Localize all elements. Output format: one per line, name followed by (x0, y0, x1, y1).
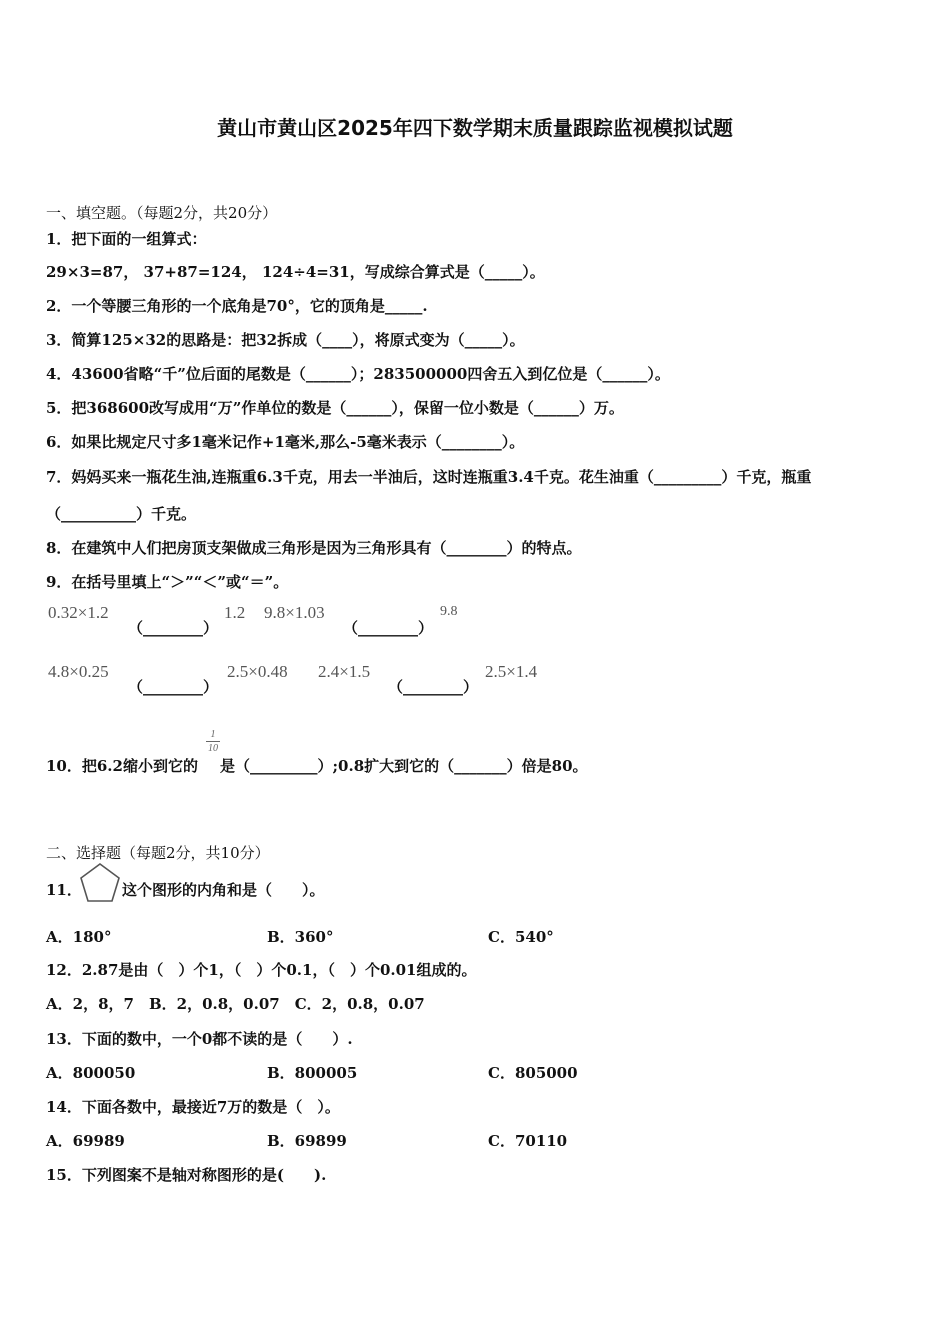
q12-options[interactable]: A．2，8，7 B．2，0.8，0.07 C．2，0.8，0.07 (46, 995, 425, 1013)
q9-a-blank[interactable]: （________） (128, 619, 219, 637)
page-title: 黄山市黄山区2025年四下数学期末质量跟踪监视模拟试题 (217, 116, 733, 140)
question-1-expressions: 29×3=87， 37+87=124， 124÷4=31，写成综合算式是（_____）。 (46, 263, 545, 281)
q9-b-left: 9.8×1.03 (264, 603, 325, 622)
question-7-continued: （__________）千克。 (46, 505, 197, 523)
question-2: 2．一个等腰三角形的一个底角是70°，它的顶角是_____. (46, 297, 428, 315)
q9-c-blank[interactable]: （________） (128, 678, 219, 696)
q11-option-c[interactable]: C．540° (488, 928, 554, 946)
fraction-numerator: 1 (210, 729, 216, 740)
q9-d-blank[interactable]: （________） (388, 678, 479, 696)
question-7: 7．妈妈买来一瓶花生油,连瓶重6.3千克，用去一半油后，这时连瓶重3.4千克。花生油重（_________）千克，瓶重 (46, 468, 812, 486)
section2-heading: 二、选择题（每题2分，共10分） (46, 844, 270, 862)
question-15: 15．下列图案不是轴对称图形的是( ). (46, 1166, 327, 1184)
q13-option-c[interactable]: C．805000 (488, 1064, 578, 1082)
q14-option-c[interactable]: C．70110 (488, 1132, 568, 1150)
section1-heading: 一、填空题。（每题2分，共20分） (46, 204, 278, 222)
question-9: 9．在括号里填上“＞”“＜”或“＝”。 (46, 573, 289, 591)
q14-option-a[interactable]: A．69989 (46, 1132, 125, 1150)
q13-option-b[interactable]: B．800005 (267, 1064, 358, 1082)
q14-option-b[interactable]: B．69899 (267, 1132, 347, 1150)
question-1: 1．把下面的一组算式： (46, 230, 207, 248)
question-4: 4．43600省略“千”位后面的尾数是（______）；283500000四舍五入到亿位是（______）。 (46, 365, 670, 383)
q11-option-a[interactable]: A．180° (46, 928, 112, 946)
question-10-part2: 是（_________）;0.8扩大到它的（_______）倍是80。 (220, 757, 588, 775)
q9-d-right: 2.5×1.4 (485, 662, 538, 681)
q9-b-blank[interactable]: （________） (343, 619, 434, 637)
q9-c-right: 2.5×0.48 (227, 662, 288, 681)
q9-d-left: 2.4×1.5 (318, 662, 371, 681)
q10-fraction (206, 729, 220, 754)
q9-a-left: 0.32×1.2 (48, 603, 109, 622)
question-11-number: 11． (46, 881, 82, 899)
question-12: 12．2.87是由（ ）个1，（ ）个0.1，（ ）个0.01组成的。 (46, 961, 477, 979)
question-10-part1: 10．把6.2缩小到它的 (46, 757, 198, 775)
question-6: 6．如果比规定尺寸多1毫米记作+1毫米,那么-5毫米表示（________）。 (46, 433, 525, 451)
pentagon-icon (78, 862, 122, 904)
question-3: 3．简算125×32的思路是：把32拆成（____），将原式变为（_____）。 (46, 331, 525, 349)
question-5: 5．把368600改写成用“万”作单位的数是（______），保留一位小数是（______）万。 (46, 399, 624, 417)
question-11-text: 这个图形的内角和是（ ）。 (122, 881, 325, 899)
q9-c-left: 4.8×0.25 (48, 662, 109, 681)
question-14: 14．下面各数中，最接近7万的数是（ ）。 (46, 1098, 340, 1116)
q9-b-right: 9.8 (440, 604, 458, 619)
q9-a-right: 1.2 (224, 603, 246, 622)
fraction-denominator: 10 (208, 743, 218, 754)
question-13: 13．下面的数中，一个0都不读的是（ ）. (46, 1030, 353, 1048)
question-8: 8．在建筑中人们把房顶支架做成三角形是因为三角形具有（________）的特点。 (46, 539, 582, 557)
q13-option-a[interactable]: A．800050 (46, 1064, 136, 1082)
fraction-bar (206, 741, 220, 742)
q11-option-b[interactable]: B．360° (267, 928, 334, 946)
